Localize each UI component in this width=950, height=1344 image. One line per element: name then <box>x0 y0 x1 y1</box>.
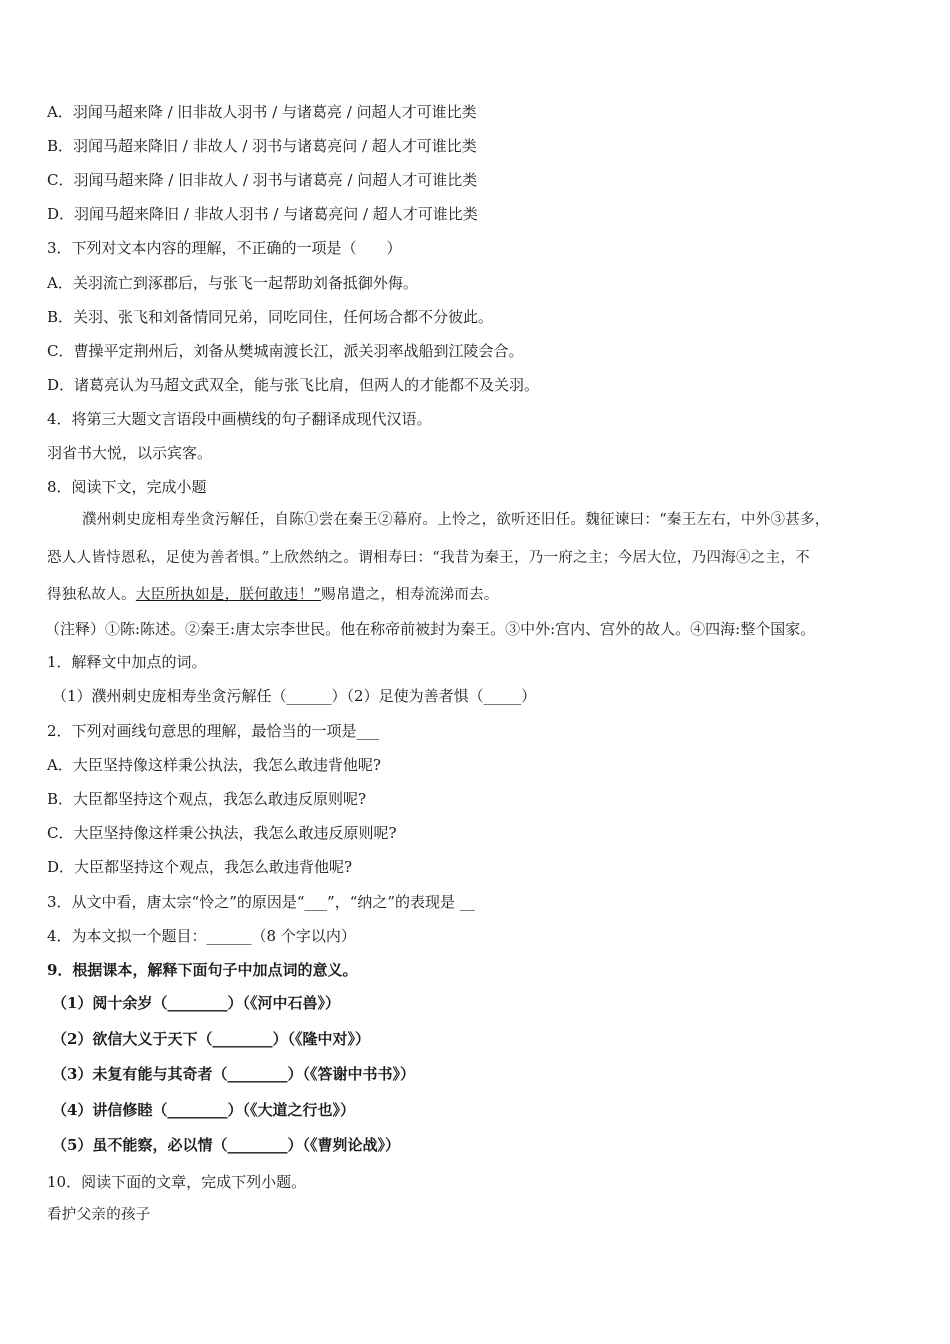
q3-option-a: A．关羽流亡到涿郡后，与张飞一起帮助刘备抵御外侮。 <box>47 274 418 292</box>
q8-sub2-option-d: D．大臣都坚持这个观点，我怎么敢违背他呢? <box>47 858 353 876</box>
q2-option-a: A．羽闻马超来降 / 旧非故人羽书 / 与诸葛亮 / 问超人才可谁比类 <box>47 103 477 121</box>
q3-option-b: B．关羽、张飞和刘备情同兄弟，同吃同住，任何场合都不分彼此。 <box>47 308 494 326</box>
q8-note: （注释）①陈:陈述。②秦王:唐太宗李世民。他在称帝前被封为秦王。③中外:宫内、宫外的故人。④四海:整个国家。 <box>45 620 816 638</box>
q8-sub1-items: （1）濮州刺史庞相寿坐贪污解任（______）（2）足使为善者惧（_____） <box>52 687 537 705</box>
q8-passage-line-3-post: 赐帛遣之，相寿流涕而去。 <box>321 587 499 603</box>
q4-sentence: 羽省书大悦，以示宾客。 <box>47 444 213 462</box>
q8-sub3-stem: 3．从文中看，唐太宗“怜之”的原因是“___”，“纳之”的表现是 __ <box>47 893 475 911</box>
q3-option-d: D．诸葛亮认为马超文武双全，能与张飞比肩，但两人的才能都不及关羽。 <box>47 376 540 394</box>
q8-sub2-stem: 2．下列对画线句意思的理解，最恰当的一项是___ <box>47 722 380 740</box>
q9-item-4: （4）讲信修睦（________）（《大道之行也》） <box>52 1101 355 1119</box>
q9-item-3: （3）未复有能与其奇者（________）（《答谢中书书》） <box>52 1065 415 1083</box>
q8-passage-line-3-pre: 得独私故人。 <box>47 587 136 603</box>
q9-item-5: （5）虽不能察，必以情（________）（《曹刿论战》） <box>52 1136 400 1154</box>
q2-option-b: B．羽闻马超来降旧 / 非故人 / 羽书与诸葛亮问 / 超人才可谁比类 <box>47 137 477 155</box>
q8-sub2-option-c: C．大臣坚持像这样秉公执法，我怎么敢违反原则呢? <box>47 824 397 842</box>
q8-passage-line-3 <box>47 585 499 605</box>
q8-underlined-sentence: 大臣所执如是，朕何敢违！” <box>135 587 322 603</box>
q8-passage-line-2: 恐人人皆恃恩私，足使为善者惧。”上欣然纳之。谓相寿曰：“我昔为秦王，乃一府之主；今居大位，乃四海④之主，不 <box>47 550 810 566</box>
q9-title: 9．根据课本，解释下面句子中加点词的意义。 <box>47 961 358 979</box>
q9-item-1: （1）阅十余岁（________）（《河中石兽》） <box>52 994 340 1012</box>
q10-article-title: 看护父亲的孩子 <box>47 1207 151 1223</box>
q4-stem: 4．将第三大题文言语段中画横线的句子翻译成现代汉语。 <box>47 410 432 428</box>
q8-title: 8．阅读下文，完成小题 <box>47 478 207 496</box>
q2-option-c: C．羽闻马超来降 / 旧非故人 / 羽书与诸葛亮 / 问超人才可谁比类 <box>47 171 478 189</box>
q8-sub2-option-b: B．大臣都坚持这个观点，我怎么敢违反原则呢? <box>47 790 367 808</box>
q8-sub4-stem: 4．为本文拟一个题目：______（8 个字以内） <box>47 927 356 945</box>
q10-title: 10．阅读下面的文章，完成下列小题。 <box>47 1173 307 1191</box>
q3-stem: 3．下列对文本内容的理解，不正确的一项是（ ） <box>47 239 402 257</box>
q8-sub1-stem: 1．解释文中加点的词。 <box>47 653 207 671</box>
q8-passage-line-1: 濮州刺史庞相寿坐贪污解任，自陈①尝在秦王②幕府。上怜之，欲听还旧任。魏征谏曰：“秦王左右，中外③甚多， <box>82 512 830 528</box>
q3-option-c: C．曹操平定荆州后，刘备从樊城南渡长江，派关羽率战船到江陵会合。 <box>47 342 524 360</box>
q2-option-d: D．羽闻马超来降旧 / 非故人羽书 / 与诸葛亮问 / 超人才可谁比类 <box>47 205 478 223</box>
q8-sub2-option-a: A．大臣坚持像这样秉公执法，我怎么敢违背他呢? <box>47 756 381 774</box>
q9-item-2: （2）欲信大义于天下（________）（《隆中对》） <box>52 1030 370 1048</box>
